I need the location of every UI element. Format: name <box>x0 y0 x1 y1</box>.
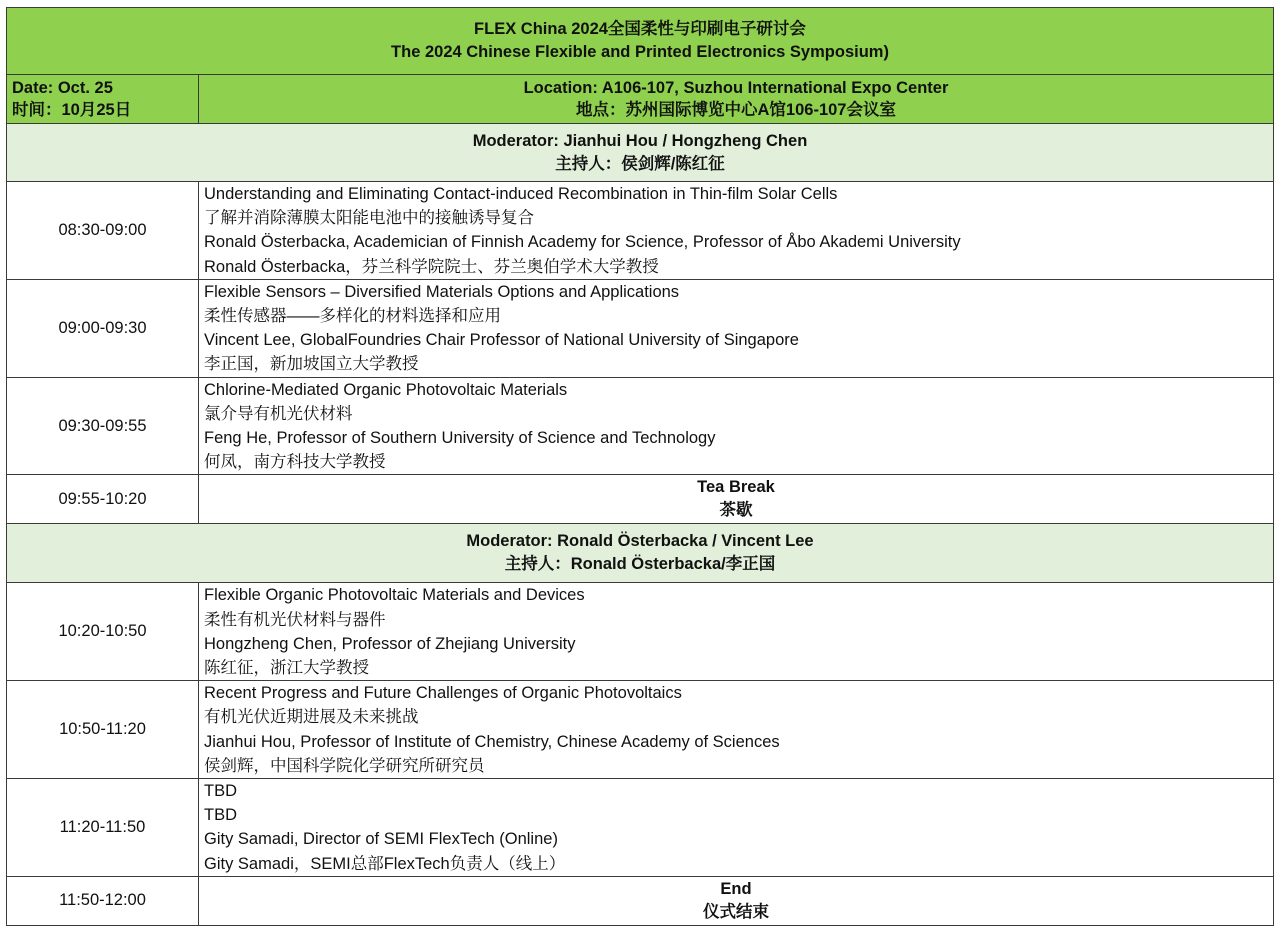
talk-title-zh: TBD <box>204 806 237 825</box>
break-time: 09:55-10:20 <box>7 475 199 524</box>
speaker-en: Feng He, Professor of Southern University of Science and Technology <box>204 429 716 448</box>
talk-details <box>199 779 1274 877</box>
moderator-cell <box>7 524 1274 583</box>
talk-title-en: Understanding and Eliminating Contact-induced Recombination in Thin-film Solar Cells <box>204 185 838 203</box>
talk-details <box>199 182 1274 280</box>
break-label-zh: 茶歇 <box>719 501 753 520</box>
talk-title-en: Flexible Sensors – Diversified Materials Options and Applications <box>204 282 680 301</box>
moderator-en: Moderator: Ronald Österbacka / Vincent Lee <box>466 532 814 551</box>
talk-row <box>7 182 1274 280</box>
speaker-en: Hongzheng Chen, Professor of Zhejiang University <box>204 634 576 653</box>
speaker-zh: 陈红征，浙江大学教授 <box>204 659 369 678</box>
talk-row <box>7 681 1274 779</box>
date-en: Date: Oct. 25 <box>12 79 113 97</box>
title-row <box>7 8 1274 75</box>
speaker-en: Jianhui Hou, Professor of Institute of Chemistry, Chinese Academy of Sciences <box>204 732 780 751</box>
speaker-en: Vincent Lee, GlobalFoundries Chair Professor of National University of Singapore <box>204 331 799 350</box>
moderator-zh: 主持人：侯剑辉/陈红征 <box>555 154 725 173</box>
break-row <box>7 475 1274 524</box>
talk-details <box>199 681 1274 779</box>
speaker-zh: 李正国，新加坡国立大学教授 <box>204 355 419 374</box>
location-en: Location: A106-107, Suzhou International Expo Center <box>523 79 949 97</box>
talk-time: 10:50-11:20 <box>7 681 199 779</box>
date-cell <box>7 75 199 124</box>
moderator-row <box>7 524 1274 583</box>
speaker-en: Ronald Österbacka, Academician of Finnish Academy for Science, Professor of Åbo Akademi University <box>204 233 961 252</box>
talk-details <box>199 279 1274 377</box>
moderator-zh: 主持人：Ronald Österbacka/李正国 <box>504 555 776 574</box>
talk-time: 08:30-09:00 <box>7 182 199 280</box>
talk-details <box>199 377 1274 475</box>
break-label-en: Tea Break <box>697 478 775 497</box>
talk-title-zh: 柔性有机光伏材料与器件 <box>204 610 386 629</box>
speaker-zh: Gity Samadi，SEMI总部FlexTech负责人（线上） <box>204 854 566 873</box>
talk-row <box>7 779 1274 877</box>
speaker-zh: Ronald Österbacka，芬兰科学院院士、芬兰奥伯学术大学教授 <box>204 257 659 276</box>
talk-row <box>7 583 1274 681</box>
talk-title-en: Chlorine-Mediated Organic Photovoltaic Materials <box>204 380 568 399</box>
end-label-zh: 仪式结束 <box>703 902 769 921</box>
speaker-zh: 何凤，南方科技大学教授 <box>204 453 386 472</box>
end-row <box>7 876 1274 925</box>
location-cell <box>199 75 1274 124</box>
agenda-table <box>6 7 1274 926</box>
talk-time: 09:30-09:55 <box>7 377 199 475</box>
talk-details <box>199 583 1274 681</box>
end-label-en: End <box>720 879 752 898</box>
talk-title-zh: 有机光伏近期进展及未来挑战 <box>204 708 419 727</box>
talk-title-en: Flexible Organic Photovoltaic Materials and Devices <box>204 586 585 605</box>
end-label <box>199 876 1274 925</box>
talk-title-zh: 氯介导有机光伏材料 <box>204 404 353 423</box>
talk-time: 10:20-10:50 <box>7 583 199 681</box>
moderator-en: Moderator: Jianhui Hou / Hongzheng Chen <box>472 131 808 150</box>
symposium-title <box>7 8 1274 75</box>
title-en: The 2024 Chinese Flexible and Printed Electronics Symposium) <box>391 43 889 61</box>
location-zh: 地点：苏州国际博览中心A馆106-107会议室 <box>576 101 896 119</box>
talk-row <box>7 279 1274 377</box>
speaker-en: Gity Samadi, Director of SEMI FlexTech (Online) <box>204 830 558 849</box>
talk-title-en: TBD <box>204 782 237 801</box>
speaker-zh: 侯剑辉，中国科学院化学研究所研究员 <box>204 756 485 775</box>
moderator-row <box>7 124 1274 182</box>
talk-row <box>7 377 1274 475</box>
talk-time: 09:00-09:30 <box>7 279 199 377</box>
end-time: 11:50-12:00 <box>7 876 199 925</box>
talk-time: 11:20-11:50 <box>7 779 199 877</box>
talk-title-en: Recent Progress and Future Challenges of Organic Photovoltaics <box>204 684 682 703</box>
break-label <box>199 475 1274 524</box>
title-zh: FLEX China 2024全国柔性与印刷电子研讨会 <box>474 20 806 38</box>
moderator-cell <box>7 124 1274 182</box>
info-row <box>7 75 1274 124</box>
talk-title-zh: 柔性传感器——多样化的材料选择和应用 <box>204 307 501 326</box>
date-zh: 时间：10月25日 <box>12 101 132 119</box>
talk-title-zh: 了解并消除薄膜太阳能电池中的接触诱导复合 <box>204 209 534 228</box>
